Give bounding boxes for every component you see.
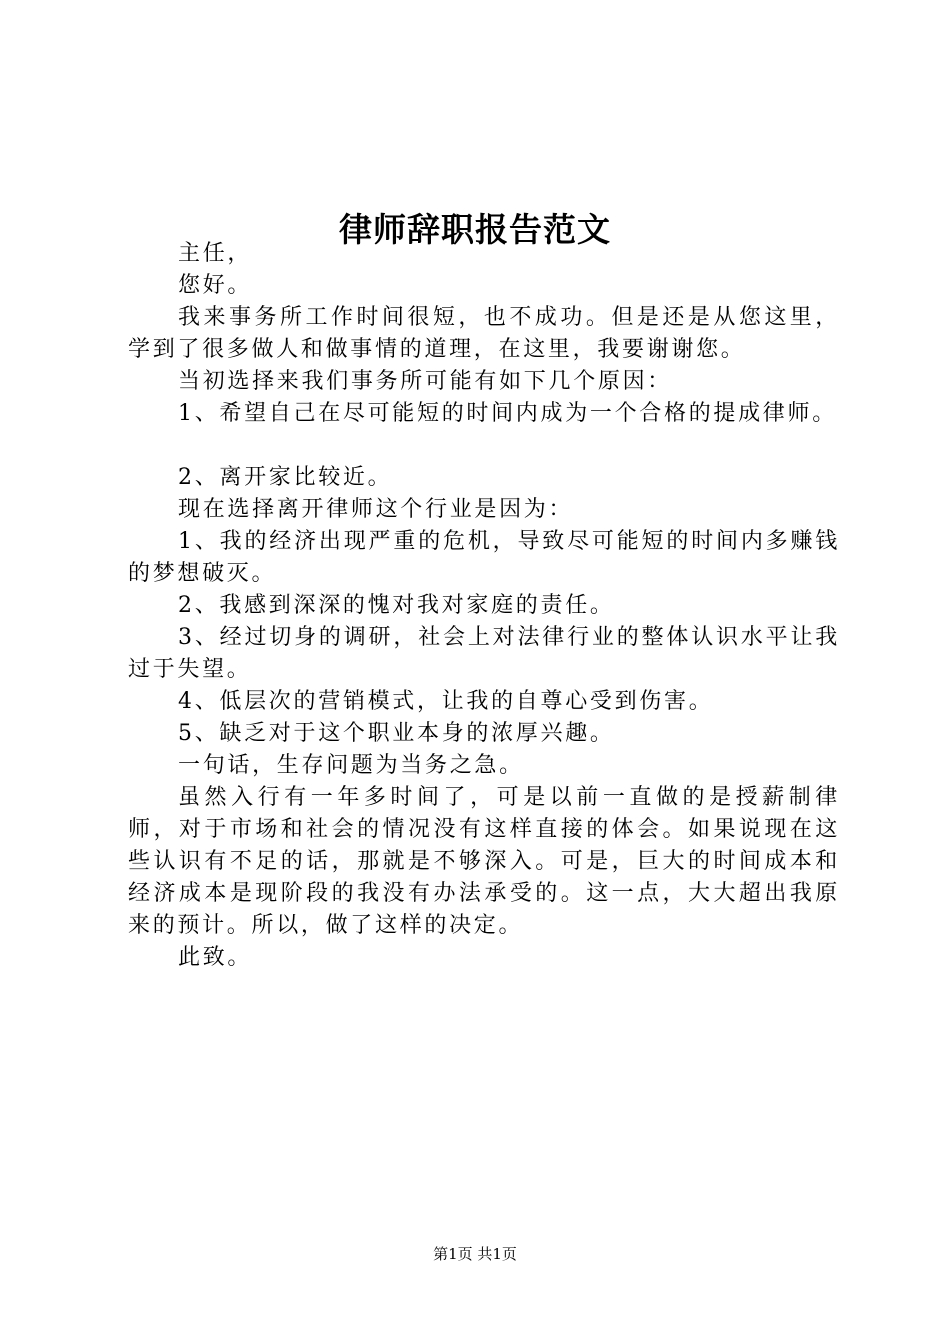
list-item: 3、经过切身的调研，社会上对法律行业的整体认识水平让我过于失望。 — [128, 625, 840, 682]
list-item: 2、离开家比较近。 — [178, 465, 393, 490]
list-item: 4、低层次的营销模式，让我的自尊心受到伤害。 — [178, 689, 714, 714]
list-item: 1、希望自己在尽可能短的时间内成为一个合格的提成律师。 — [178, 401, 837, 426]
page-footer: 第1页 共1页 — [433, 1245, 517, 1263]
greeting: 您好。 — [178, 273, 253, 298]
page-title: 律师辞职报告范文 — [339, 210, 611, 250]
salutation: 主任， — [178, 241, 253, 266]
body-paragraph: 当初选择来我们事务所可能有如下几个原因： — [178, 369, 673, 394]
body-paragraph: 虽然入行有一年多时间了，可是以前一直做的是授薪制律师，对于市场和社会的情况没有这样直接的体会。如果说现在这些认识有不足的话，那就是不够深入。可是，巨大的时间成本和经济成本是现阶段的我没有办法承受的。这一点，大大超出我原来的预计。所以，做了这样的决定。 — [128, 785, 840, 938]
body-paragraph: 一句话，生存问题为当务之急。 — [178, 753, 524, 778]
document-body — [128, 238, 840, 974]
list-item: 1、我的经济出现严重的危机，导致尽可能短的时间内多赚钱的梦想破灭。 — [128, 529, 840, 586]
list-item: 2、我感到深深的愧对我对家庭的责任。 — [178, 593, 615, 618]
closing: 此致。 — [178, 945, 253, 970]
body-paragraph: 我来事务所工作时间很短，也不成功。但是还是从您这里，学到了很多做人和做事情的道理，在这里，我要谢谢您。 — [128, 305, 840, 362]
list-item: 5、缺乏对于这个职业本身的浓厚兴趣。 — [178, 721, 615, 746]
body-paragraph: 现在选择离开律师这个行业是因为： — [178, 497, 574, 522]
